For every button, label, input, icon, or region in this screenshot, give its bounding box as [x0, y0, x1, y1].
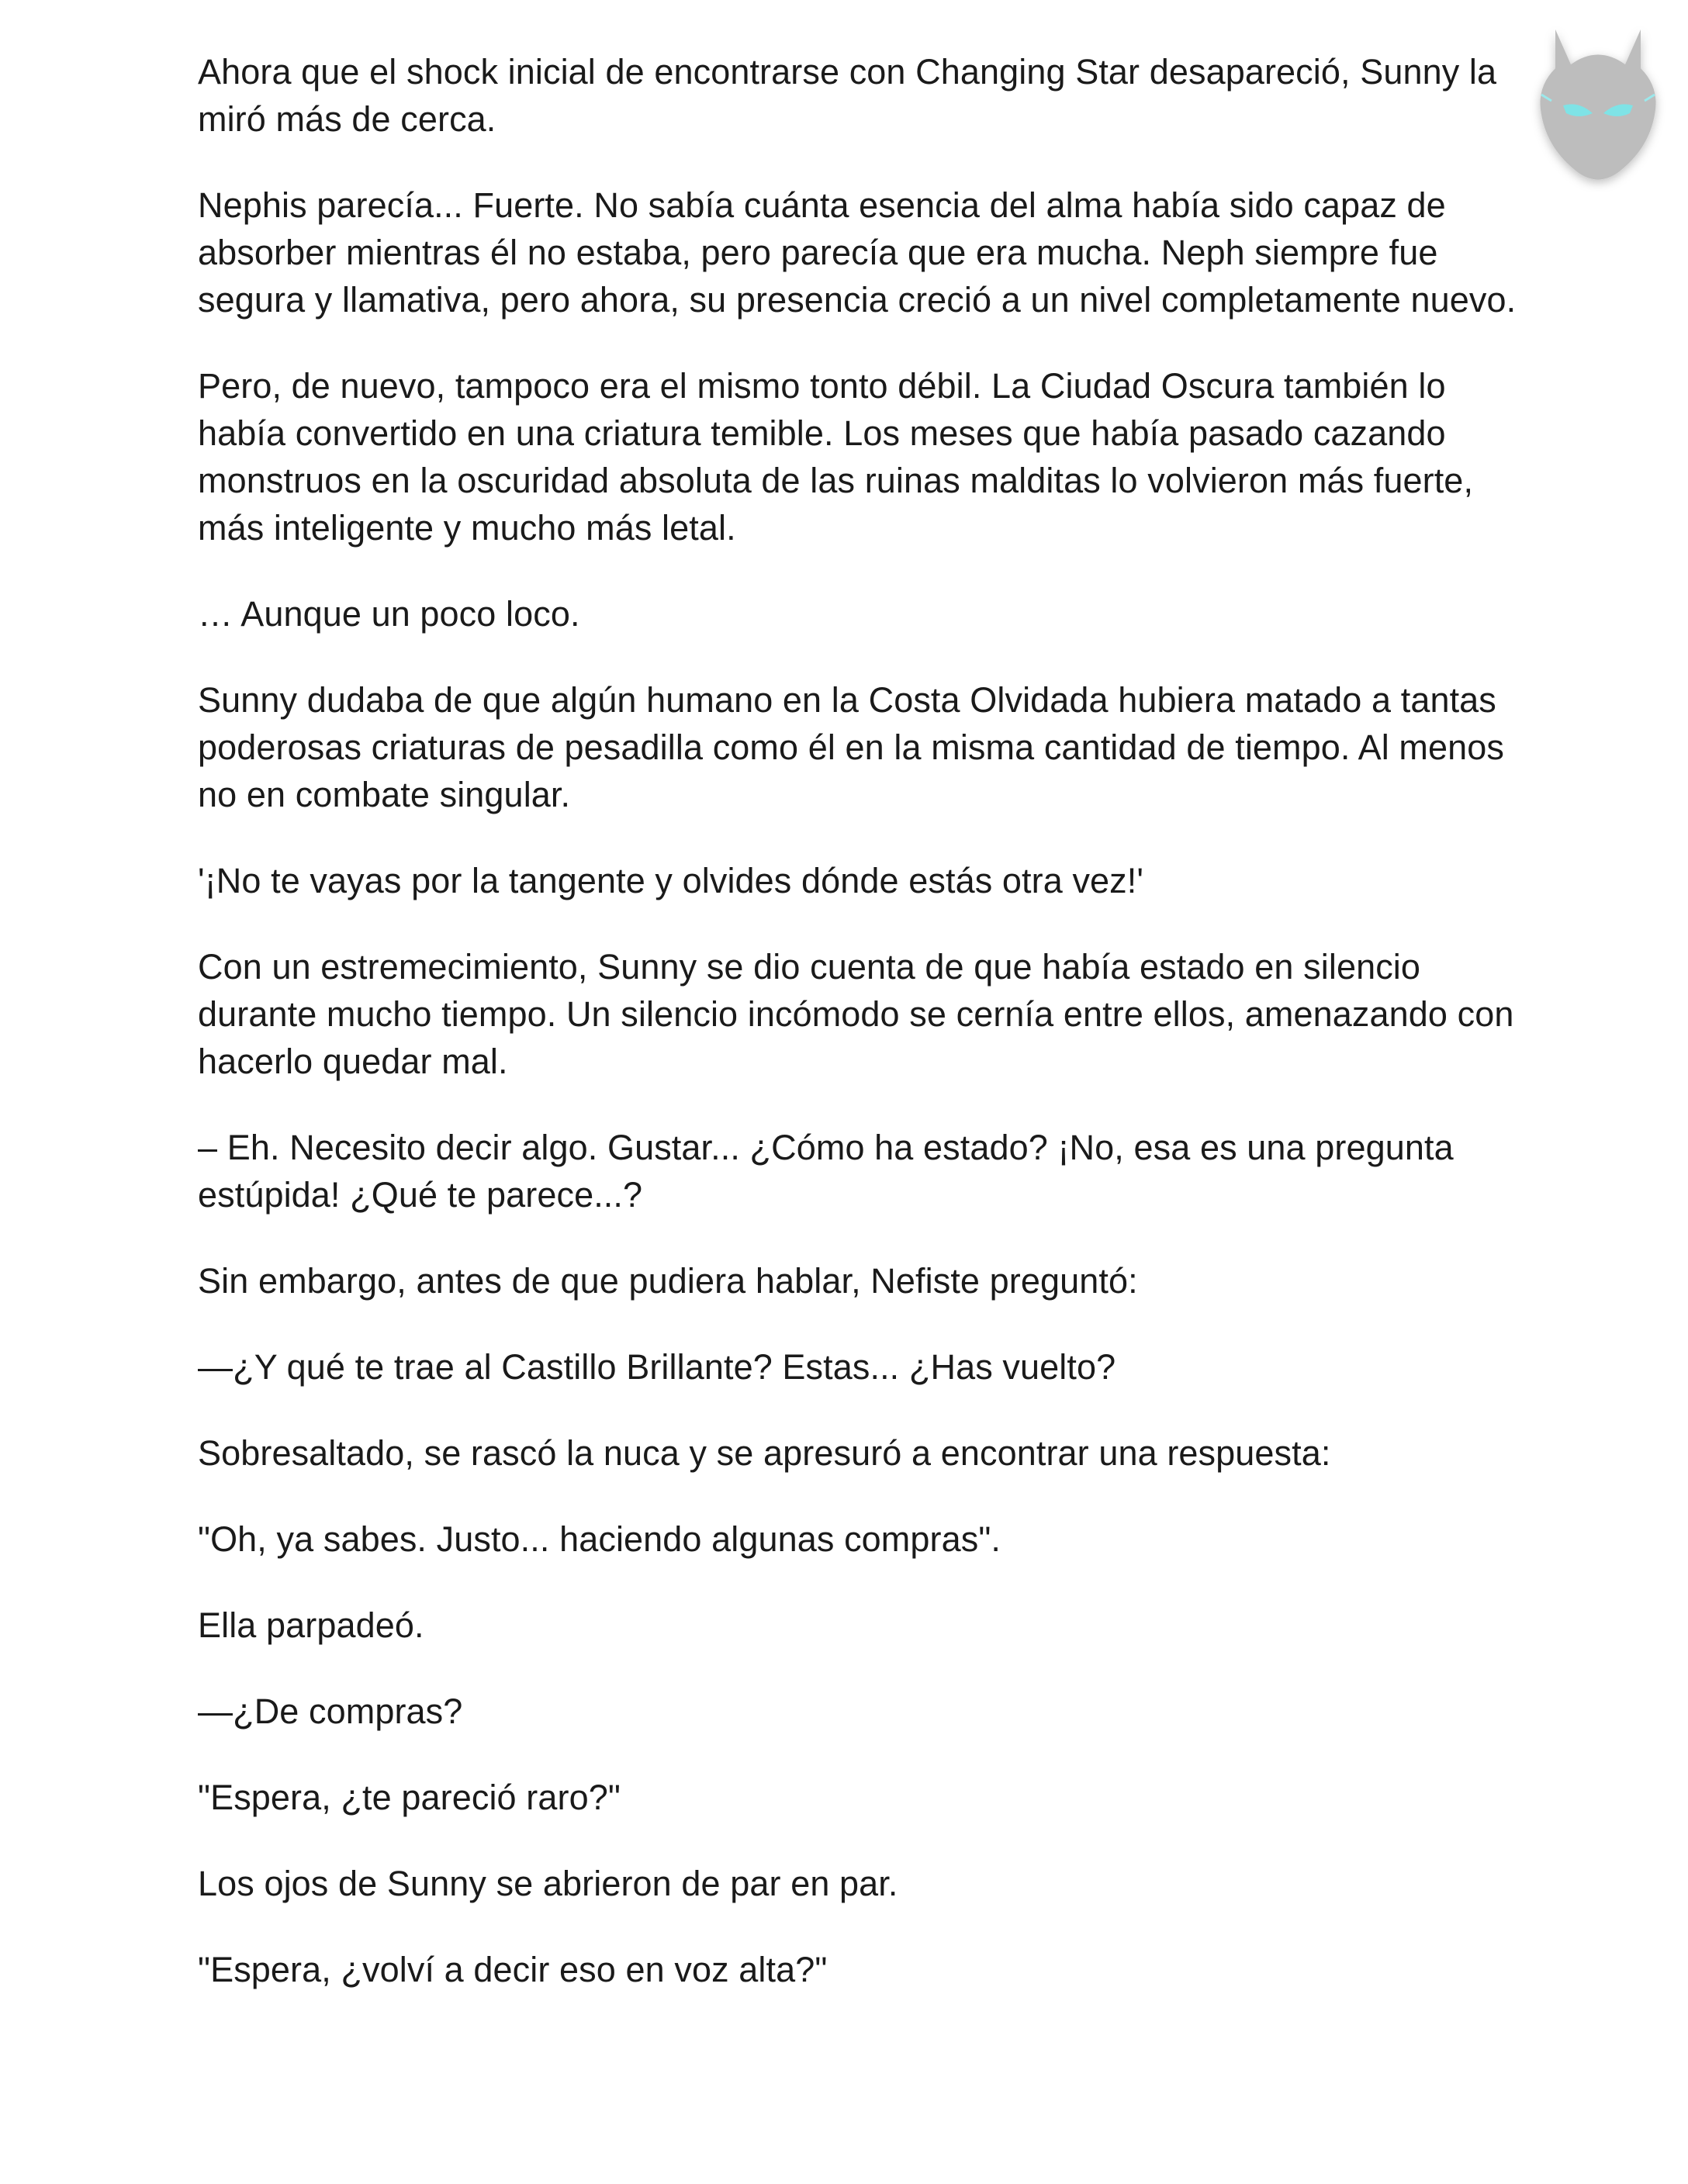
paragraph: Sin embargo, antes de que pudiera hablar, Nefiste preguntó: [198, 1261, 1138, 1301]
paragraph: – Eh. Necesito decir algo. Gustar... ¿Cómo ha estado? ¡No, esa es una pregunta estúpida! ¿Qué te parece...? [198, 1128, 1454, 1215]
paragraph: Sobresaltado, se rascó la nuca y se apresuró a encontrar una respuesta: [198, 1433, 1331, 1473]
document-body [198, 48, 1517, 2032]
paragraph: '¡No te vayas por la tangente y olvides dónde estás otra vez!' [198, 861, 1144, 900]
paragraph: … Aunque un poco loco. [198, 594, 580, 634]
paragraph: —¿De compras? [198, 1692, 463, 1731]
paragraph: Pero, de nuevo, tampoco era el mismo tonto débil. La Ciudad Oscura también lo había convertido en una criatura temible. Los meses que había pasado cazando monstruos en la oscuridad absoluta de las ruinas malditas lo volvieron más fuerte, más inteligente y mucho más letal. [198, 366, 1474, 548]
demon-head-logo-icon [1524, 14, 1672, 192]
paragraph: —¿Y qué te trae al Castillo Brillante? Estas... ¿Has vuelto? [198, 1347, 1116, 1387]
paragraph: Sunny dudaba de que algún humano en la Costa Olvidada hubiera matado a tantas poderosas criaturas de pesadilla como él en la misma cantidad de tiempo. Al menos no en combate singular. [198, 680, 1504, 814]
paragraph: Con un estremecimiento, Sunny se dio cuenta de que había estado en silencio durante mucho tiempo. Un silencio incómodo se cernía entre ellos, amenazando con hacerlo quedar mal. [198, 947, 1514, 1081]
paragraph: Ella parpadeó. [198, 1605, 424, 1645]
paragraph: Nephis parecía... Fuerte. No sabía cuánta esencia del alma había sido capaz de absorber mientras él no estaba, pero parecía que era mucha. Neph siempre fue segura y llamativa, pero ahora, su presencia creció a un nivel completamente nuevo. [198, 185, 1517, 320]
paragraph: "Oh, ya sabes. Justo... haciendo algunas compras". [198, 1519, 1001, 1559]
paragraph: "Espera, ¿te pareció raro?" [198, 1778, 621, 1817]
paragraph: Los ojos de Sunny se abrieron de par en par. [198, 1864, 898, 1903]
paragraph: "Espera, ¿volví a decir eso en voz alta?" [198, 1950, 828, 1989]
paragraph: Ahora que el shock inicial de encontrarse con Changing Star desapareció, Sunny la miró más de cerca. [198, 52, 1497, 139]
